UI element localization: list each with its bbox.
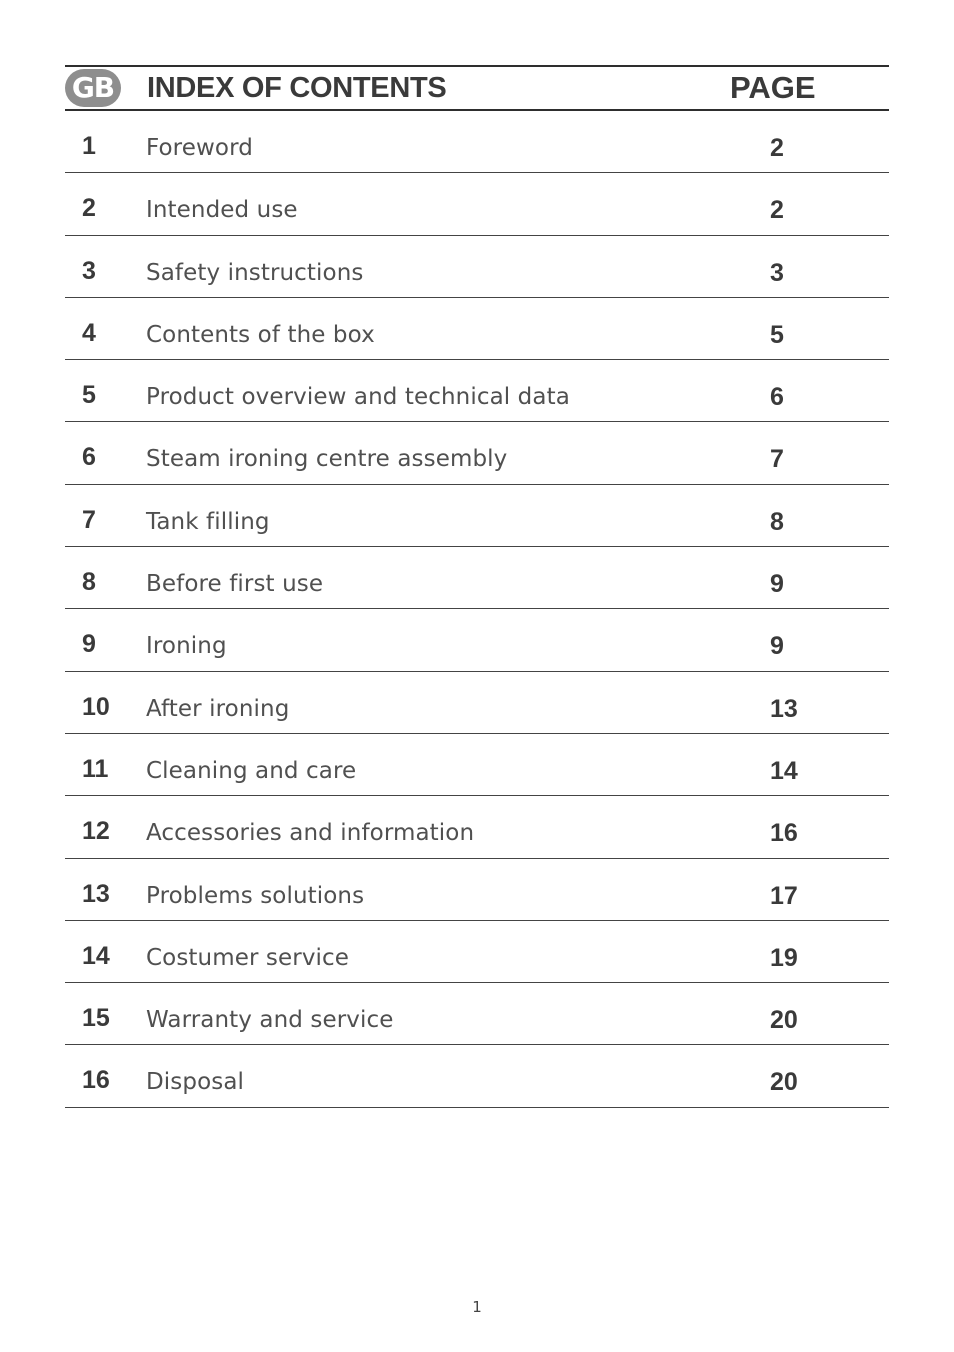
section-page: 20 (770, 1068, 798, 1097)
section-title: After ironing (146, 695, 290, 722)
toc-row (65, 485, 889, 547)
section-title: Foreword (146, 135, 253, 161)
section-page: 2 (770, 134, 784, 162)
section-page: 5 (770, 320, 784, 349)
section-title: Intended use (146, 197, 298, 224)
section-number: 10 (82, 692, 110, 721)
section-page: 7 (770, 445, 784, 474)
toc-row (65, 236, 889, 298)
section-page: 17 (770, 881, 798, 910)
toc-row (65, 859, 889, 921)
section-number: 5 (82, 381, 96, 410)
section-number: 15 (82, 1004, 110, 1033)
section-title: Before first use (146, 571, 324, 598)
section-page: 2 (770, 196, 784, 225)
section-number: 12 (82, 817, 110, 846)
toc-row (65, 796, 889, 858)
section-title: Costumer service (146, 944, 350, 971)
section-title: Safety instructions (146, 259, 364, 286)
toc-row (65, 360, 889, 422)
section-page: 8 (770, 507, 784, 536)
toc-row (65, 1045, 889, 1107)
section-page: 9 (770, 570, 784, 599)
section-title: Warranty and service (146, 1007, 394, 1034)
toc-row (65, 921, 889, 983)
section-page: 6 (770, 383, 784, 412)
toc-row (65, 111, 889, 173)
section-number: 9 (82, 630, 96, 659)
toc-row (65, 672, 889, 734)
toc-row (65, 609, 889, 671)
toc-header (65, 65, 889, 111)
language-badge: GB (65, 69, 121, 107)
section-number: 6 (82, 443, 96, 472)
section-number: 11 (82, 754, 109, 783)
section-title: Disposal (146, 1069, 245, 1096)
section-page: 3 (770, 258, 784, 287)
toc-row (65, 734, 889, 796)
section-title: Cleaning and care (146, 757, 357, 784)
toc-row (65, 298, 889, 360)
section-page: 14 (770, 756, 798, 785)
section-number: 16 (82, 1066, 110, 1095)
toc-row (65, 983, 889, 1045)
section-number: 13 (82, 879, 110, 908)
section-page: 16 (770, 819, 798, 848)
section-number: 14 (82, 941, 110, 970)
section-page: 13 (770, 694, 798, 723)
table-of-contents (65, 65, 889, 1108)
section-number: 8 (82, 568, 96, 597)
section-title: Ironing (146, 633, 227, 660)
section-number: 2 (82, 194, 96, 223)
section-number: 3 (82, 256, 96, 285)
section-number: 7 (82, 505, 96, 534)
section-title: Steam ironing centre assembly (146, 446, 508, 473)
section-title: Accessories and information (146, 820, 475, 847)
section-number: 1 (82, 132, 96, 160)
section-page: 9 (770, 632, 784, 661)
toc-row (65, 547, 889, 609)
page-number: 1 (472, 1298, 482, 1316)
toc-row (65, 173, 889, 235)
section-title: Problems solutions (146, 882, 365, 909)
section-page: 20 (770, 1006, 798, 1035)
section-number: 4 (82, 318, 96, 347)
page-column-header: PAGE (730, 70, 816, 105)
section-title: Product overview and technical data (146, 384, 570, 411)
toc-row (65, 422, 889, 484)
section-title: Tank filling (146, 508, 270, 535)
section-page: 19 (770, 943, 798, 972)
section-title: Contents of the box (146, 321, 375, 348)
toc-title: INDEX OF CONTENTS (147, 72, 447, 104)
